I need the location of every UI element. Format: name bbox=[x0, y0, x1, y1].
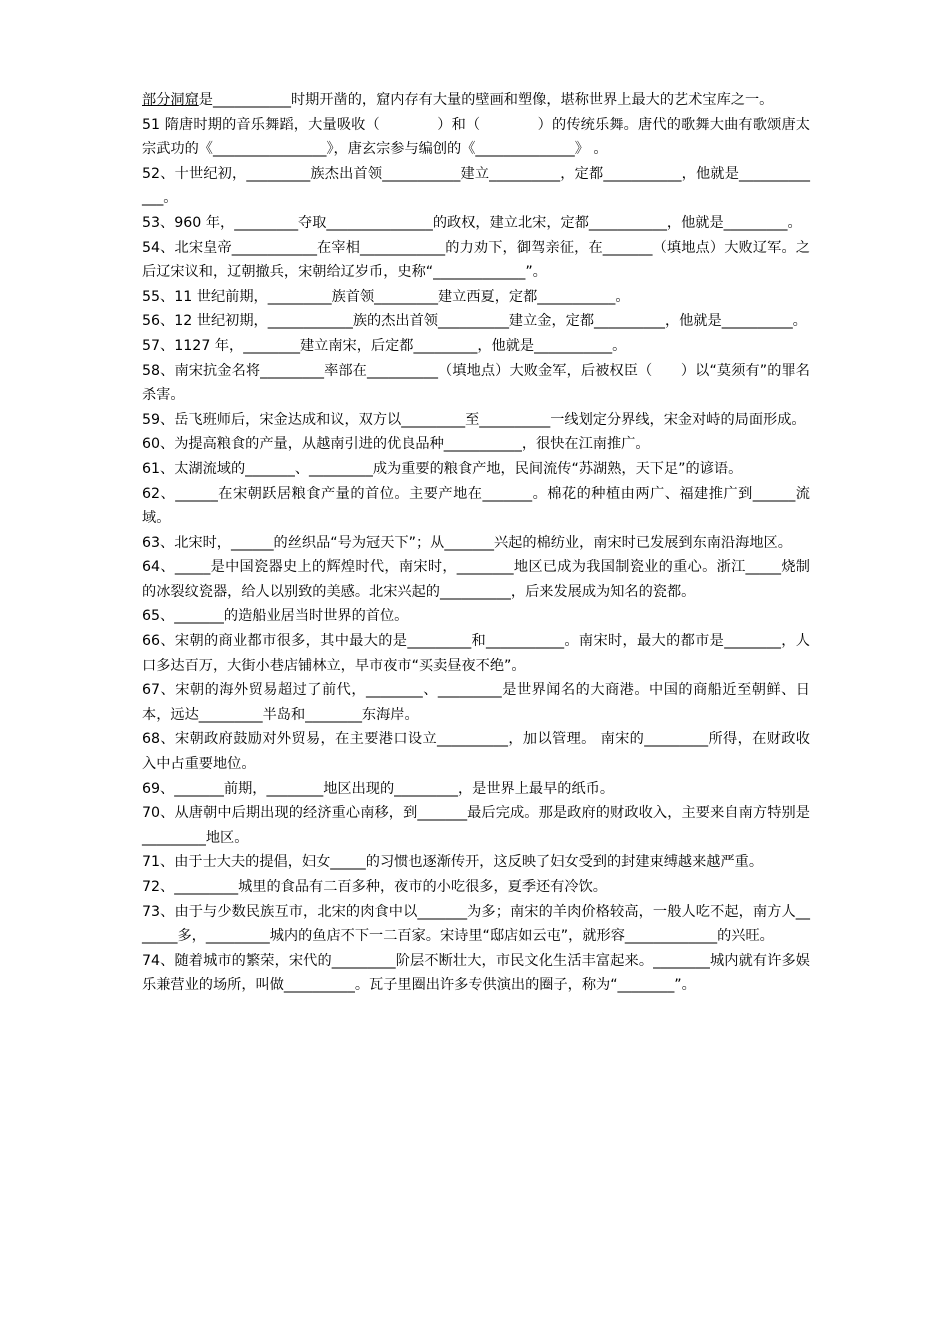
question-68: 68、宋朝政府鼓励对外贸易，在主要港口设立__________，加以管理。 南宋的_________所得，在财政收入中占重要地位。 bbox=[142, 731, 810, 773]
question-52: 52、十世纪初，_________族杰出首领___________建立__________，定都___________，他就是_____________。 bbox=[142, 165, 810, 207]
question-72: 72、_________城里的食品有二百多种，夜市的小吃很多，夏季还有冷饮。 bbox=[142, 879, 607, 895]
question-58: 58、南宋抗金名将_________率部在__________（填地点）大败金军，后被权臣（ ）以“莫须有”的罪名杀害。 bbox=[142, 362, 810, 404]
question-57: 57、1127 年，________建立南宋，后定都_________，他就是___________。 bbox=[142, 337, 627, 354]
question-64: 64、_____是中国瓷器史上的辉煌时代，南宋时，________地区已成为我国制瓷业的重心。浙江_____烧制的冰裂纹瓷器，给人以别致的美感。北宋兴起的__________，后来发展成为知名的瓷都。 bbox=[142, 559, 810, 600]
worksheet-text bbox=[142, 88, 810, 998]
question-53: 53、960 年，_________夺取_______________的政权，建立北宋，定都___________，他就是_________。 bbox=[142, 214, 802, 231]
question-73: 73、由于与少数民族互市，北宋的肉食中以_______为多；南宋的羊肉价格较高，一般人吃不起，南方人_______多，_________城内的鱼店不下一二百家。宋诗里“邸店如云屯”，就形容_____________的兴旺。 bbox=[142, 903, 810, 945]
question-54: 54、北宋皇帝____________在宰相____________的力劝下，御驾亲征，在_______（填地点）大败辽军。之后辽宋议和，辽朝撤兵，宋朝给辽岁币，史称“_____________”。 bbox=[142, 239, 810, 281]
question-71: 71、由于士大夫的提倡，妇女_____的习惯也逐渐传开，这反映了妇女受到的封建束缚越来越严重。 bbox=[142, 854, 764, 871]
question-65: 65、_______的造船业居当时世界的首位。 bbox=[142, 608, 409, 625]
question-50-cont: 部分洞窟是___________时期开凿的，窟内存有大量的壁画和塑像，堪称世界上最大的艺术宝库之一。 bbox=[142, 92, 774, 108]
question-63: 63、北宋时，______的丝织品“号为冠天下”；从_______兴起的棉纺业，南宋时已发展到东南沿海地区。 bbox=[142, 534, 792, 551]
question-66: 66、宋朝的商业都市很多，其中最大的是_________和___________。南宋时，最大的都市是________，人口多达百万，大街小巷店铺林立，早市夜市“买卖昼夜不绝”。 bbox=[142, 633, 810, 674]
question-74: 74、随着城市的繁荣，宋代的_________阶层不断壮大，市民文化生活丰富起来。________城内就有许多娱乐兼营业的场所，叫做__________。瓦子里圈出许多专供演出的圈子，称为“________”。 bbox=[142, 952, 810, 994]
question-70: 70、从唐朝中后期出现的经济重心南移，到_______最后完成。那是政府的财政收入，主要来自南方特别是_________地区。 bbox=[142, 805, 810, 846]
question-61: 61、太湖流域的_______、_________成为重要的粮食产地，民间流传“苏湖熟，天下足”的谚语。 bbox=[142, 460, 743, 477]
question-55: 55、11 世纪前期，_________族首领_________建立西夏，定都___________。 bbox=[142, 288, 630, 305]
question-67: 67、宋朝的海外贸易超过了前代，________、_________是世界闻名的大商港。中国的商船近至朝鲜、日本，远达_________半岛和________东海岸。 bbox=[142, 682, 810, 723]
question-59: 59、岳飞班师后，宋金达成和议，双方以_________至__________一线划定分界线，宋金对峙的局面形成。 bbox=[142, 411, 806, 428]
question-60: 60、为提高粮食的产量，从越南引进的优良品种___________，很快在江南推广。 bbox=[142, 436, 650, 453]
question-62: 62、______在宋朝跃居粮食产量的首位。主要产地在_______。棉花的种植由两广、福建推广到______流域。 bbox=[142, 485, 810, 527]
question-56: 56、12 世纪初期，____________族的杰出首领__________建立金，定都__________，他就是__________。 bbox=[142, 313, 807, 330]
question-69: 69、_______前期，________地区出现的_________，是世界上最早的纸币。 bbox=[142, 780, 615, 797]
question-51: 51 隋唐时期的音乐舞蹈，大量吸收（ ）和（ ）的传统乐舞。唐代的歌舞大曲有歌颂唐太宗武功的《________________》，唐玄宗参与编创的《______________》 。 bbox=[142, 116, 810, 158]
